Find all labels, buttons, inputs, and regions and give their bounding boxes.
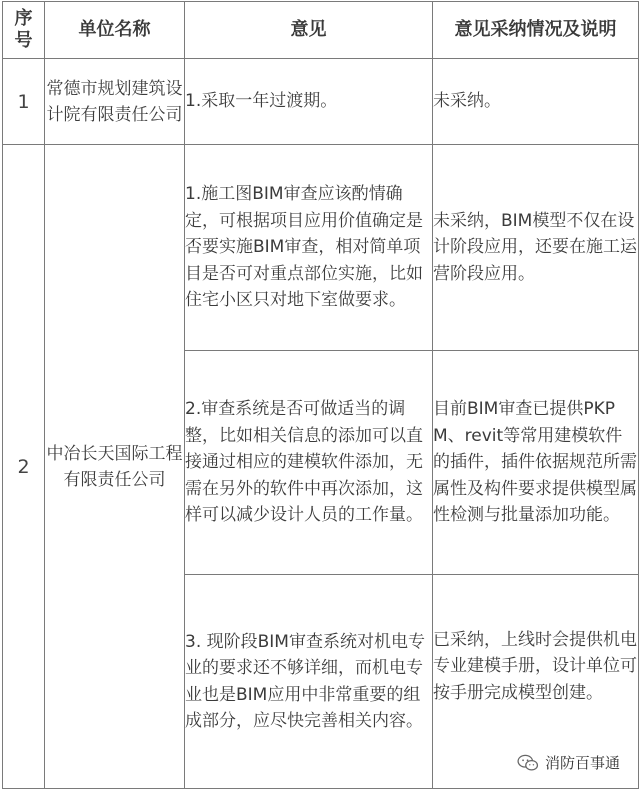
table-header-row <box>3 2 639 59</box>
adoption-text: 未采纳。 <box>433 59 639 145</box>
header-opinion: 意见 <box>185 2 433 59</box>
table-row <box>3 145 639 351</box>
unit-name: 中冶长天国际工程有限责任公司 <box>45 145 185 789</box>
watermark-text: 消防百事通 <box>544 754 620 772</box>
header-adoption: 意见采纳情况及说明 <box>433 2 639 59</box>
header-no: 序号 <box>3 2 45 59</box>
row-number: 1 <box>3 59 45 145</box>
opinion-text: 1.采取一年过渡期。 <box>185 59 433 145</box>
adoption-text: 未采纳，BIM模型不仅在设计阶段应用，还要在施工运营阶段应用。 <box>433 145 639 351</box>
wechat-icon <box>517 754 539 772</box>
adoption-text: 目前BIM审查已提供PKPM、revit等常用建模软件的插件，插件依据规范所需属性及构件要求提供模型属性检测与批量添加功能。 <box>433 351 639 575</box>
unit-name: 常德市规划建筑设计院有限责任公司 <box>45 59 185 145</box>
row-number: 2 <box>3 145 45 789</box>
header-unit: 单位名称 <box>45 2 185 59</box>
opinion-text: 2.审查系统是否可做适当的调整，比如相关信息的添加可以直接通过相应的建模软件添加，无需在另外的软件中再次添加，这样可以减少设计人员的工作量。 <box>185 351 433 575</box>
watermark <box>517 752 620 773</box>
opinion-text: 1.施工图BIM审查应该酌情确定，可根据项目应用价值确定是否要实施BIM审查，相对简单项目是否可对重点部位实施，比如住宅小区只对地下室做要求。 <box>185 145 433 351</box>
opinion-text: 3. 现阶段BIM审查系统对机电专业的要求还不够详细，而机电专业也是BIM应用中非常重要的组成部分，应尽快完善相关内容。 <box>185 575 433 789</box>
opinion-table <box>2 1 639 789</box>
adoption-text: 已采纳，上线时会提供机电专业建模手册，设计单位可按手册完成模型创建。 <box>433 575 639 789</box>
table-row <box>3 59 639 145</box>
